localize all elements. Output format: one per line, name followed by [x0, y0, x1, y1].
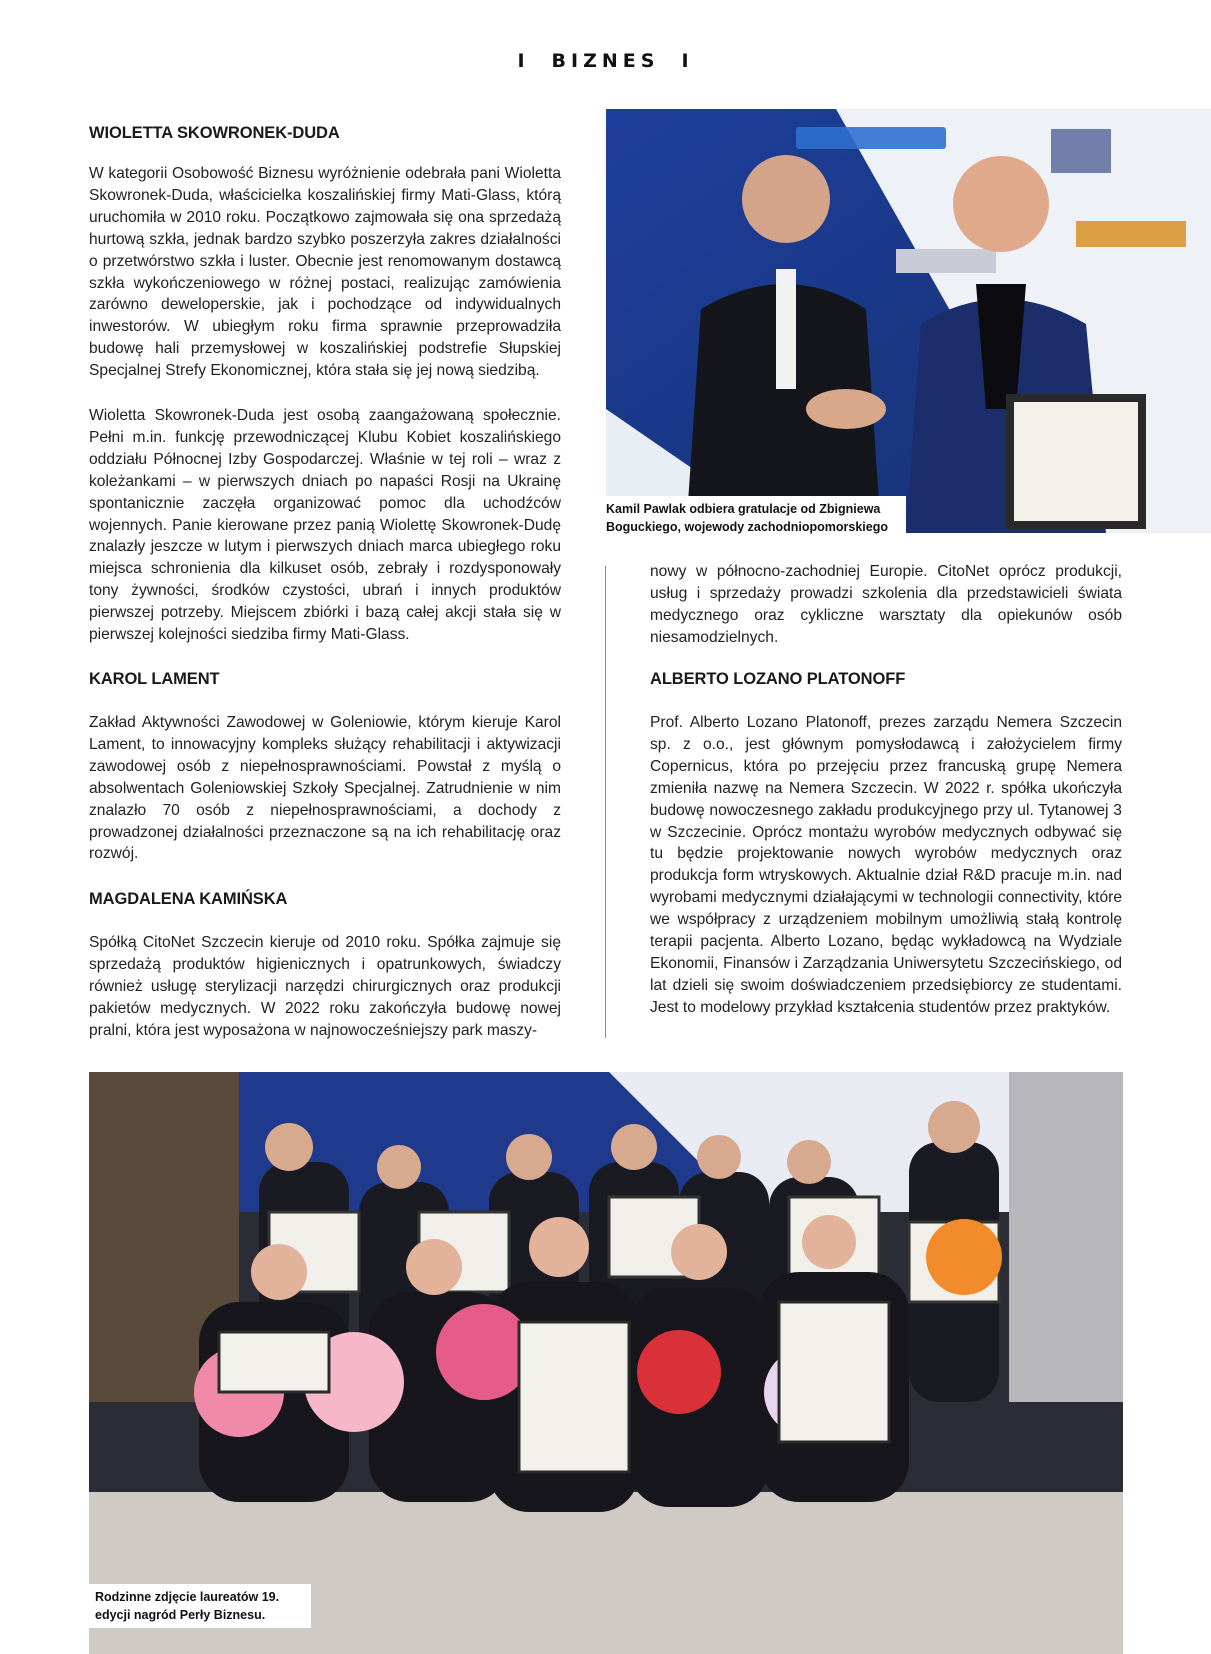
photo-group — [89, 1072, 1123, 1654]
article-paragraph — [650, 712, 1122, 1019]
paragraph-text: Spółką CitoNet Szczecin kieruje od 2010 roku. Spółka zajmuje się sprzedażą produktów higienicznych i opatrunkowych, świadczy również usługę sterylizacji narzędzi chirurgicznych oraz produkcji pakietów medycznych. W 2022 roku zakończyła budowę nowej pralni, która jest wyposażona w najnowocześniejszy park maszy- — [89, 934, 561, 1039]
heading-text: WIOLETTA SKOWRONEK-DUDA — [89, 124, 340, 142]
paragraph-text: Zakład Aktywności Zawodowej w Goleniowie, którym kieruje Karol Lament, to innowacyjny kompleks służący rehabilitacji i aktywizacji zawodowej osób z niepełnosprawnościami. Powstał z myślą o absolwentach Goleniowskiej Szkoły Specjalnej. Zatrudnienie w nim znalazło 70 osób z niepełnosprawnościami, a dochody z prowadzonej działalności przeznaczone są na ich rehabilitację oraz rozwój. — [89, 714, 561, 863]
header-bar-right: I — [681, 50, 694, 72]
heading-alberto-lozano — [650, 670, 1122, 689]
paragraph-text: W kategorii Osobowość Biznesu wyróżnienie odebrała pani Wioletta Skowronek-Duda, właścicielka koszalińskiej firmy Mati-Glass, którą uruchomiła w 2010 roku. Początkowo zajmowała się ona sprzedażą hurtową szkła, jednak bardzo szybko poszerzyła zakres działalności o przetwórstwo szkła i luster. Obecnie jest renomowanym dostawcą szkła wykończeniowego w różnej postaci, realizując zamówienia zarówno deweloperskie, jak i pochodzące od indywidualnych inwestorów. W ubiegłym roku firma sprawnie przeprowadziła budowę hali przemysłowej w koszalińskiej podstrefie Słupskiej Specjalnej Strefy Ekonomicznej, która stała się jej nową siedzibą. — [89, 165, 561, 380]
heading-text: ALBERTO LOZANO PLATONOFF — [650, 670, 906, 688]
paragraph-text: Prof. Alberto Lozano Platonoff, prezes zarządu Nemera Szczecin sp. z o.o., jest głównym pomysłodawcą i założycielem firmy Copernicus, która po przejęciu przez francuską grupę Nemera zmieniła nazwę na Nemera Szczecin. W 2022 r. spółka ukończyła budowę nowoczesnego zakładu produkcyjnego przy ul. Tytanowej 3 w Szczecinie. Oprócz montażu wyrobów medycznych odbywać się tu będzie projektowanie nowych wyrobów medycznych oraz produkcja form wtryskowych. Aktualnie dział R&D pracuje m.in. nad wyrobami medycznymi działającymi w technologii connectivity, które we współpracy z urządzeniem mobilnym umożliwią stałą kontrolę terapii pacjenta. Alberto Lozano, będąc wykładowcą na Wydziale Ekonomii, Finansów i Zarządzania Uniwersytetu Szczecińskiego, od lat dzieli się swoim doświadczeniem przedsiębiorcy ze studentami. Jest to modelowy przykład kształcenia studentów przez praktyków. — [650, 714, 1122, 1016]
section-header — [0, 50, 1211, 72]
article-paragraph — [89, 932, 561, 1042]
article-paragraph — [89, 712, 561, 865]
article-paragraph — [650, 561, 1122, 649]
photo-caption-top: Kamil Pawlak odbiera gratulacje od Zbigniewa Boguckiego, wojewody zachodniopomorskiego — [606, 496, 906, 540]
heading-magdalena-kaminska — [89, 890, 561, 909]
header-bar-left: I — [517, 50, 530, 72]
section-title: BIZNES — [551, 50, 660, 72]
heading-karol-lament — [89, 670, 561, 689]
article-paragraph — [89, 163, 561, 382]
heading-text: MAGDALENA KAMIŃSKA — [89, 890, 288, 908]
column-divider — [605, 566, 606, 1038]
heading-skowronek-duda — [89, 124, 561, 143]
article-paragraph — [89, 405, 561, 646]
paragraph-text: nowy w północno-zachodniej Europie. CitoNet oprócz produkcji, usług i sprzedaży prowadzi szkolenia dla przedstawicieli świata medycznego oraz cykliczne warsztaty dla opiekunów osób niesamodzielnych. — [650, 563, 1122, 646]
paragraph-text: Wioletta Skowronek-Duda jest osobą zaangażowaną społecznie. Pełni m.in. funkcję przewodniczącej Klubu Kobiet koszalińskiego oddziału Północnej Izby Gospodarczej. Właśnie w tej roli – wraz z koleżankami – w pierwszych dniach po napaści Rosji na Ukrainę spontanicznie zaczęła organizować pomoc dla uchodźców wojennych. Panie kierowane przez panią Wiolettę Skowronek-Dudę znalazły jeszcze w lutym i pierwszych dniach marca ubiegłego roku miejsca schronienia dla kilkuset osób, zebrały i rozdysponowały tony żywności, środków czystości, ubrań i innych produktów pierwszej potrzeby. Miejscem zbiórki i bazą całej akcji stała się w pierwszej kolejności siedziba firmy Mati-Glass. — [89, 407, 561, 644]
photo-caption-bottom: Rodzinne zdjęcie laureatów 19. edycji nagród Perły Biznesu. — [89, 1584, 311, 1628]
heading-text: KAROL LAMENT — [89, 670, 220, 688]
photo-handshake-illustration — [606, 109, 1211, 533]
photo-group-illustration — [89, 1072, 1123, 1654]
photo-handshake — [606, 109, 1211, 533]
